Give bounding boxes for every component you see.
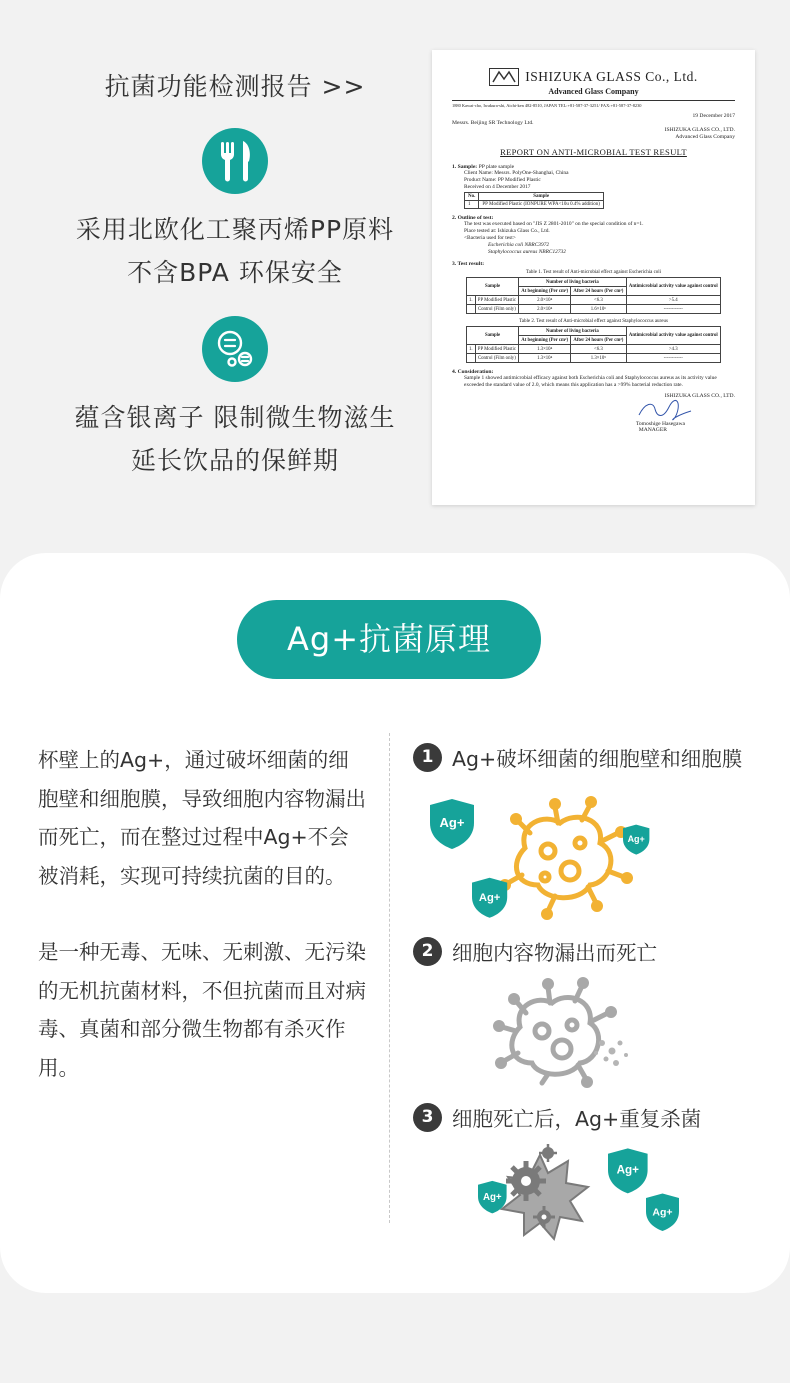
ag-label: Ag+ bbox=[627, 834, 645, 844]
outline-bacteria1: Escherichia coli NBRC3972 bbox=[488, 241, 550, 248]
t2-sample-header: Sample bbox=[467, 327, 519, 345]
report-link[interactable]: 抗菌功能检测报告 >> bbox=[104, 72, 366, 101]
table2-caption: Table 2. Test result of Anti-microbial effect against Staphylococcus aureus bbox=[519, 319, 668, 325]
live-bacterium-icon bbox=[502, 799, 631, 918]
sample-table-sample-header: Sample bbox=[479, 193, 604, 201]
description-paragraph-1: 杯壁上的Ag+，通过破坏细菌的细胞壁和细胞膜，导致细胞内容物漏出而死亡，而在整过过程中Ag+不会被消耗，实现可持续抗菌的目的。 bbox=[38, 748, 366, 888]
feature-column bbox=[40, 60, 430, 482]
step-3 bbox=[413, 1102, 701, 1132]
feature-pp-material bbox=[40, 208, 430, 294]
consideration-text: Sample 1 showed antimicrobial efficacy against both Escherichia coli and Staphylococcus aureus as its activity value exceeded the standard value of 2.0, which means this application has a >99% bacterial reduction rate. bbox=[464, 375, 717, 389]
t1-row2-after: 1.6×10⁶ bbox=[571, 305, 626, 314]
t2-row2-begin: 1.3×10⁴ bbox=[519, 354, 571, 363]
sample-name: PP plate sample bbox=[478, 164, 515, 170]
t1-row1-after: <6.3 bbox=[571, 296, 626, 305]
certificate-from-company: ISHIZUKA GLASS CO., LTD. bbox=[664, 127, 735, 133]
signature-company: ISHIZUKA GLASS CO., LTD. bbox=[664, 392, 735, 399]
ag-label: Ag+ bbox=[616, 1163, 640, 1177]
illustration-repeat-kill bbox=[430, 1143, 673, 1247]
ag-label: Ag+ bbox=[652, 1206, 673, 1219]
step-3-badge: 3 bbox=[413, 1103, 442, 1132]
step-1 bbox=[413, 742, 742, 772]
t1-sample-header: Sample bbox=[467, 278, 519, 296]
t2-row2-name: Control (Film only) bbox=[475, 354, 518, 363]
sample-table-row-no: 1 bbox=[465, 201, 479, 209]
illustration-ag-attack bbox=[430, 793, 660, 922]
sample-table-row-text: PP Modified Plastic (IONPURE WPA<10u 0.4% addition) bbox=[479, 201, 604, 209]
bottom-band bbox=[0, 1293, 790, 1383]
fork-knife-icon bbox=[202, 128, 268, 194]
t2-after-header: After 24 hours (Per cm²) bbox=[571, 336, 626, 345]
certificate-header bbox=[452, 68, 735, 86]
step-2-text: 细胞内容物漏出而死亡 bbox=[452, 941, 657, 965]
certificate-client: Client Name: Messrs. PolyOne-Shanghai, China bbox=[464, 170, 569, 176]
t2-row2-no bbox=[467, 354, 476, 363]
silver-particles-icon bbox=[202, 316, 268, 382]
step-2 bbox=[413, 936, 657, 966]
t2-row1-after: <6.3 bbox=[571, 345, 626, 354]
certificate-received: Received on 4 December 2017 bbox=[464, 183, 531, 190]
certificate-company: ISHIZUKA GLASS Co., Ltd. bbox=[525, 69, 698, 84]
ag-shield-icon bbox=[608, 1148, 648, 1193]
ag-label: Ag+ bbox=[439, 815, 465, 830]
t1-row2-begin: 2.0×10⁴ bbox=[519, 305, 571, 314]
t2-row2-after: 1.3×10⁵ bbox=[571, 354, 626, 363]
ag-label: Ag+ bbox=[482, 1191, 502, 1203]
t2-begin-header: At beginning (Per cm²) bbox=[519, 336, 571, 345]
step-2-badge: 2 bbox=[413, 937, 442, 966]
result-table-ecoli bbox=[466, 277, 721, 314]
t1-activity-header: Antimicrobial activity value against control bbox=[626, 278, 720, 296]
t2-row1-begin: 1.3×10⁴ bbox=[519, 345, 571, 354]
t1-row2-no bbox=[467, 305, 476, 314]
illustration-leaking-bacterium bbox=[430, 977, 660, 1091]
signature-title: MANAGER bbox=[638, 426, 667, 433]
section-title: Ag+抗菌原理 bbox=[237, 600, 541, 679]
t2-row2-activity: ------------ bbox=[626, 354, 720, 363]
feature-silver-line2: 延长饮品的保鲜期 bbox=[130, 446, 339, 475]
t1-row2-activity: ------------ bbox=[626, 305, 720, 314]
result-table-saureus bbox=[466, 326, 721, 363]
certificate-outline-heading: 2. Outline of test: bbox=[452, 215, 494, 222]
certificate-address: 1880 Kawai-cho, Iwakura-shi, Aichi-ken 482-8510, JAPAN TEL:+81-587-37-3251/ FAX:+81-587-37-8230 bbox=[452, 103, 642, 108]
certificate-product: Product Name: PP Modified Plastic bbox=[464, 176, 541, 183]
ag-principle-card bbox=[0, 553, 790, 1293]
feature-pp-line2: 不含BPA 环保安全 bbox=[127, 258, 343, 287]
t2-row1-name: PP Modified Plastic bbox=[475, 345, 518, 354]
t2-living-header: Number of living bacteria bbox=[519, 327, 626, 336]
top-section bbox=[0, 0, 790, 600]
certificate-recipient: Messrs. Beijing SR Technology Ltd. bbox=[452, 120, 534, 126]
certificate-consideration-heading: 4. Consideration: bbox=[452, 369, 494, 376]
sample-heading-label: 1. Sample: bbox=[452, 164, 478, 170]
step-1-badge: 1 bbox=[413, 743, 442, 772]
outline-line1: The test was executed based on "JIS Z 2801-2010" on the special condition of n=1. bbox=[464, 221, 644, 228]
certificate-result-heading: 3. Test result: bbox=[452, 261, 485, 268]
t1-after-header: After 24 hours (Per cm²) bbox=[571, 287, 626, 296]
feature-pp-line1: 采用北欧化工聚丙烯PP原料 bbox=[75, 215, 395, 244]
ag-shield-icon bbox=[623, 825, 649, 855]
t1-living-header: Number of living bacteria bbox=[519, 278, 626, 287]
ag-shield-icon bbox=[472, 878, 507, 918]
t2-activity-header: Antimicrobial activity value against control bbox=[626, 327, 720, 345]
certificate-from-division: Advanced Glass Company bbox=[675, 134, 735, 140]
dashed-divider bbox=[389, 733, 390, 1223]
t1-row1-activity: >5.4 bbox=[626, 296, 720, 305]
ishizuka-logo-icon bbox=[489, 68, 519, 86]
principle-description bbox=[38, 741, 368, 1087]
t1-begin-header: At beginning (Per cm²) bbox=[519, 287, 571, 296]
step-1-text: Ag+破坏细菌的细胞壁和细胞膜 bbox=[452, 747, 743, 771]
ag-shield-icon bbox=[646, 1194, 679, 1232]
certificate-subtitle: Advanced Glass Company bbox=[548, 87, 639, 96]
ag-label: Ag+ bbox=[478, 892, 501, 904]
ag-shield-icon bbox=[430, 799, 474, 849]
signature-scribble bbox=[452, 399, 735, 421]
description-paragraph-2: 是一种无毒、无味、无刺激、无污染的无机抗菌材料，不但抗菌而且对病毒、真菌和部分微生物都有杀灭作用。 bbox=[38, 940, 366, 1080]
outline-line3: <Bacteria used for test> bbox=[464, 234, 516, 241]
t1-row1-begin: 2.0×10⁴ bbox=[519, 296, 571, 305]
t2-row1-no: 1. bbox=[467, 345, 476, 354]
step-3-text: 细胞死亡后，Ag+重复杀菌 bbox=[452, 1107, 702, 1131]
sample-table bbox=[464, 192, 604, 209]
t1-row1-name: PP Modified Plastic bbox=[475, 296, 518, 305]
dying-bacterium-icon bbox=[496, 980, 615, 1086]
outline-bacteria2: Staphylococcus aureus NBRC12732 bbox=[488, 248, 566, 255]
table1-caption: Table 1. Test result of Anti-microbial effect against Escherichia coli bbox=[525, 270, 662, 276]
feature-silver-line1: 蕴含银离子 限制微生物滋生 bbox=[74, 403, 396, 432]
t2-row1-activity: >4.3 bbox=[626, 345, 720, 354]
outline-line2: Place tested at: Ishizuka Glass Co., Ltd. bbox=[464, 228, 550, 235]
feature-silver-ion bbox=[40, 396, 430, 482]
certificate-title: REPORT ON ANTI-MICROBIAL TEST RESULT bbox=[500, 147, 687, 157]
sample-table-no-header: No. bbox=[465, 193, 479, 201]
certificate-rule bbox=[452, 100, 735, 101]
t1-row2-name: Control (Film only) bbox=[475, 305, 518, 314]
t1-row1-no: 1. bbox=[467, 296, 476, 305]
certificate-date: 19 December 2017 bbox=[692, 113, 735, 119]
signature-name: Tomoshige Hasegawa bbox=[635, 420, 685, 427]
test-report-certificate[interactable] bbox=[432, 50, 755, 505]
